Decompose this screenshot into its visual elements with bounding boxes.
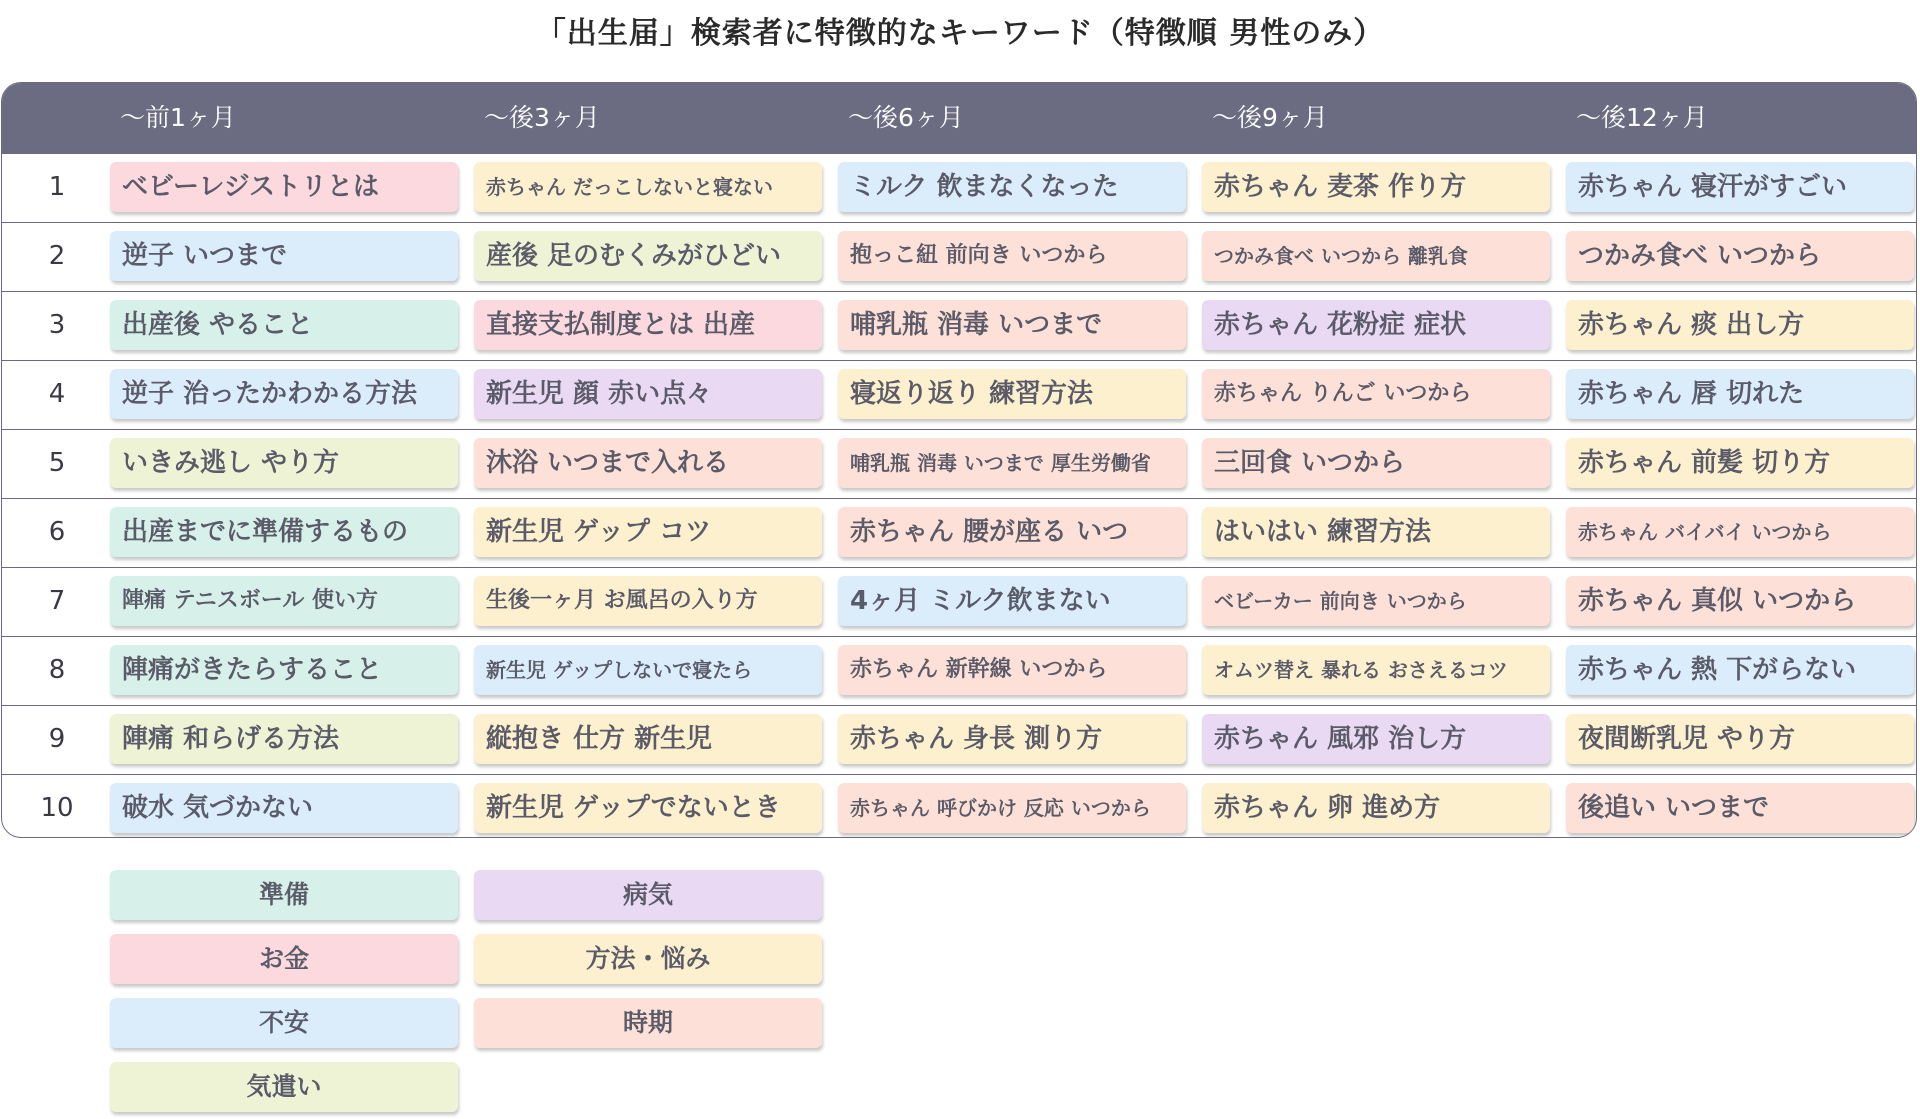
rank-number: 6 [48,517,66,547]
keyword-cell: 新生児 ゲップ コツ [474,507,822,557]
keyword-cell: 縦抱き 仕方 新生児 [474,714,822,764]
keyword-cell: 出産後 やること [110,300,458,350]
legend-item-care: 気遣い [110,1062,458,1112]
keyword-cell: 赤ちゃん 寝汗がすごい [1566,162,1914,212]
keyword-cell: 赤ちゃん 身長 測り方 [838,714,1186,764]
keyword-cell: ベビーレジストリとは [110,162,458,212]
column-header: 〜前1ヶ月 [120,103,236,132]
column-header: 〜後6ヶ月 [848,103,964,132]
table-row [2,360,1916,429]
keyword-cell: ミルク 飲まなくなった [838,162,1186,212]
keyword-cell: 破水 気づかない [110,783,458,833]
keyword-cell: 赤ちゃん バイバイ いつから [1566,507,1914,557]
keyword-cell: ベビーカー 前向き いつから [1202,576,1550,626]
keyword-cell: 赤ちゃん 熱 下がらない [1566,645,1914,695]
keyword-cell: 沐浴 いつまで入れる [474,438,822,488]
keyword-cell: 夜間断乳児 やり方 [1566,714,1914,764]
keyword-cell: 陣痛 和らげる方法 [110,714,458,764]
rank-number: 2 [48,241,66,271]
keyword-cell: 新生児 顔 赤い点々 [474,369,822,419]
keyword-cell: 抱っこ紐 前向き いつから [838,231,1186,281]
table-row [2,567,1916,636]
keyword-cell: 三回食 いつから [1202,438,1550,488]
keyword-cell: 赤ちゃん 麦茶 作り方 [1202,162,1550,212]
table-row [2,429,1916,498]
keyword-cell: 新生児 ゲップでないとき [474,783,822,833]
table-row [2,774,1916,838]
keyword-cell: 新生児 ゲップしないで寝たら [474,645,822,695]
column-header: 〜後9ヶ月 [1212,103,1328,132]
keyword-cell: 陣痛 テニスボール 使い方 [110,576,458,626]
keyword-cell: はいはい 練習方法 [1202,507,1550,557]
rank-number: 8 [48,655,66,685]
keyword-cell: 赤ちゃん だっこしないと寝ない [474,162,822,212]
legend-item-timing: 時期 [474,998,822,1048]
table-row [2,291,1916,360]
rank-number: 3 [48,310,66,340]
keyword-cell: 生後一ヶ月 お風呂の入り方 [474,576,822,626]
keyword-cell: いきみ逃し やり方 [110,438,458,488]
keyword-cell: 寝返り返り 練習方法 [838,369,1186,419]
legend-item-prep: 準備 [110,870,458,920]
column-header: 〜後3ヶ月 [484,103,600,132]
keyword-cell: 産後 足のむくみがひどい [474,231,822,281]
table-row [2,222,1916,291]
keyword-cell: 赤ちゃん 風邪 治し方 [1202,714,1550,764]
table-row [2,498,1916,567]
keyword-cell: 赤ちゃん 痰 出し方 [1566,300,1914,350]
keyword-cell: 哺乳瓶 消毒 いつまで 厚生労働省 [838,438,1186,488]
keyword-cell: 赤ちゃん 新幹線 いつから [838,645,1186,695]
chart-title: 「出生届」検索者に特徴的なキーワード（特徴順 男性のみ） [535,16,1385,51]
keyword-cell: 赤ちゃん 真似 いつから [1566,576,1914,626]
keyword-cell: 赤ちゃん 卵 進め方 [1202,783,1550,833]
keyword-cell: つかみ食べ いつから [1566,231,1914,281]
keyword-cell: 逆子 治ったかわかる方法 [110,369,458,419]
keyword-cell: 赤ちゃん 呼びかけ 反応 いつから [838,783,1186,833]
keyword-cell: 赤ちゃん 唇 切れた [1566,369,1914,419]
keyword-cell: 赤ちゃん 前髪 切り方 [1566,438,1914,488]
rank-number: 10 [40,793,74,823]
table-row [2,705,1916,774]
rank-number: 7 [48,586,66,616]
table-row [2,153,1916,222]
rank-number: 1 [48,172,66,202]
keyword-cell: 出産までに準備するもの [110,507,458,557]
keyword-cell: 赤ちゃん 花粉症 症状 [1202,300,1550,350]
keyword-cell: 赤ちゃん 腰が座る いつ [838,507,1186,557]
rank-number: 5 [48,448,66,478]
keyword-cell: 哺乳瓶 消毒 いつまで [838,300,1186,350]
legend-item-illness: 病気 [474,870,822,920]
legend-item-anxiety: 不安 [110,998,458,1048]
rank-number: 4 [48,379,66,409]
keyword-cell: 陣痛がきたらすること [110,645,458,695]
keyword-cell: 逆子 いつまで [110,231,458,281]
table-header [2,83,1916,153]
column-header: 〜後12ヶ月 [1576,103,1708,132]
keyword-cell: つかみ食べ いつから 離乳食 [1202,231,1550,281]
keyword-table [1,82,1917,838]
keyword-cell: 直接支払制度とは 出産 [474,300,822,350]
keyword-cell: 赤ちゃん りんご いつから [1202,369,1550,419]
table-row [2,636,1916,705]
keyword-cell: 4ヶ月 ミルク飲まない [838,576,1186,626]
legend-item-method: 方法・悩み [474,934,822,984]
keyword-cell: オムツ替え 暴れる おさえるコツ [1202,645,1550,695]
keyword-cell: 後追い いつまで [1566,783,1914,833]
legend-item-money: お金 [110,934,458,984]
rank-number: 9 [48,724,66,754]
